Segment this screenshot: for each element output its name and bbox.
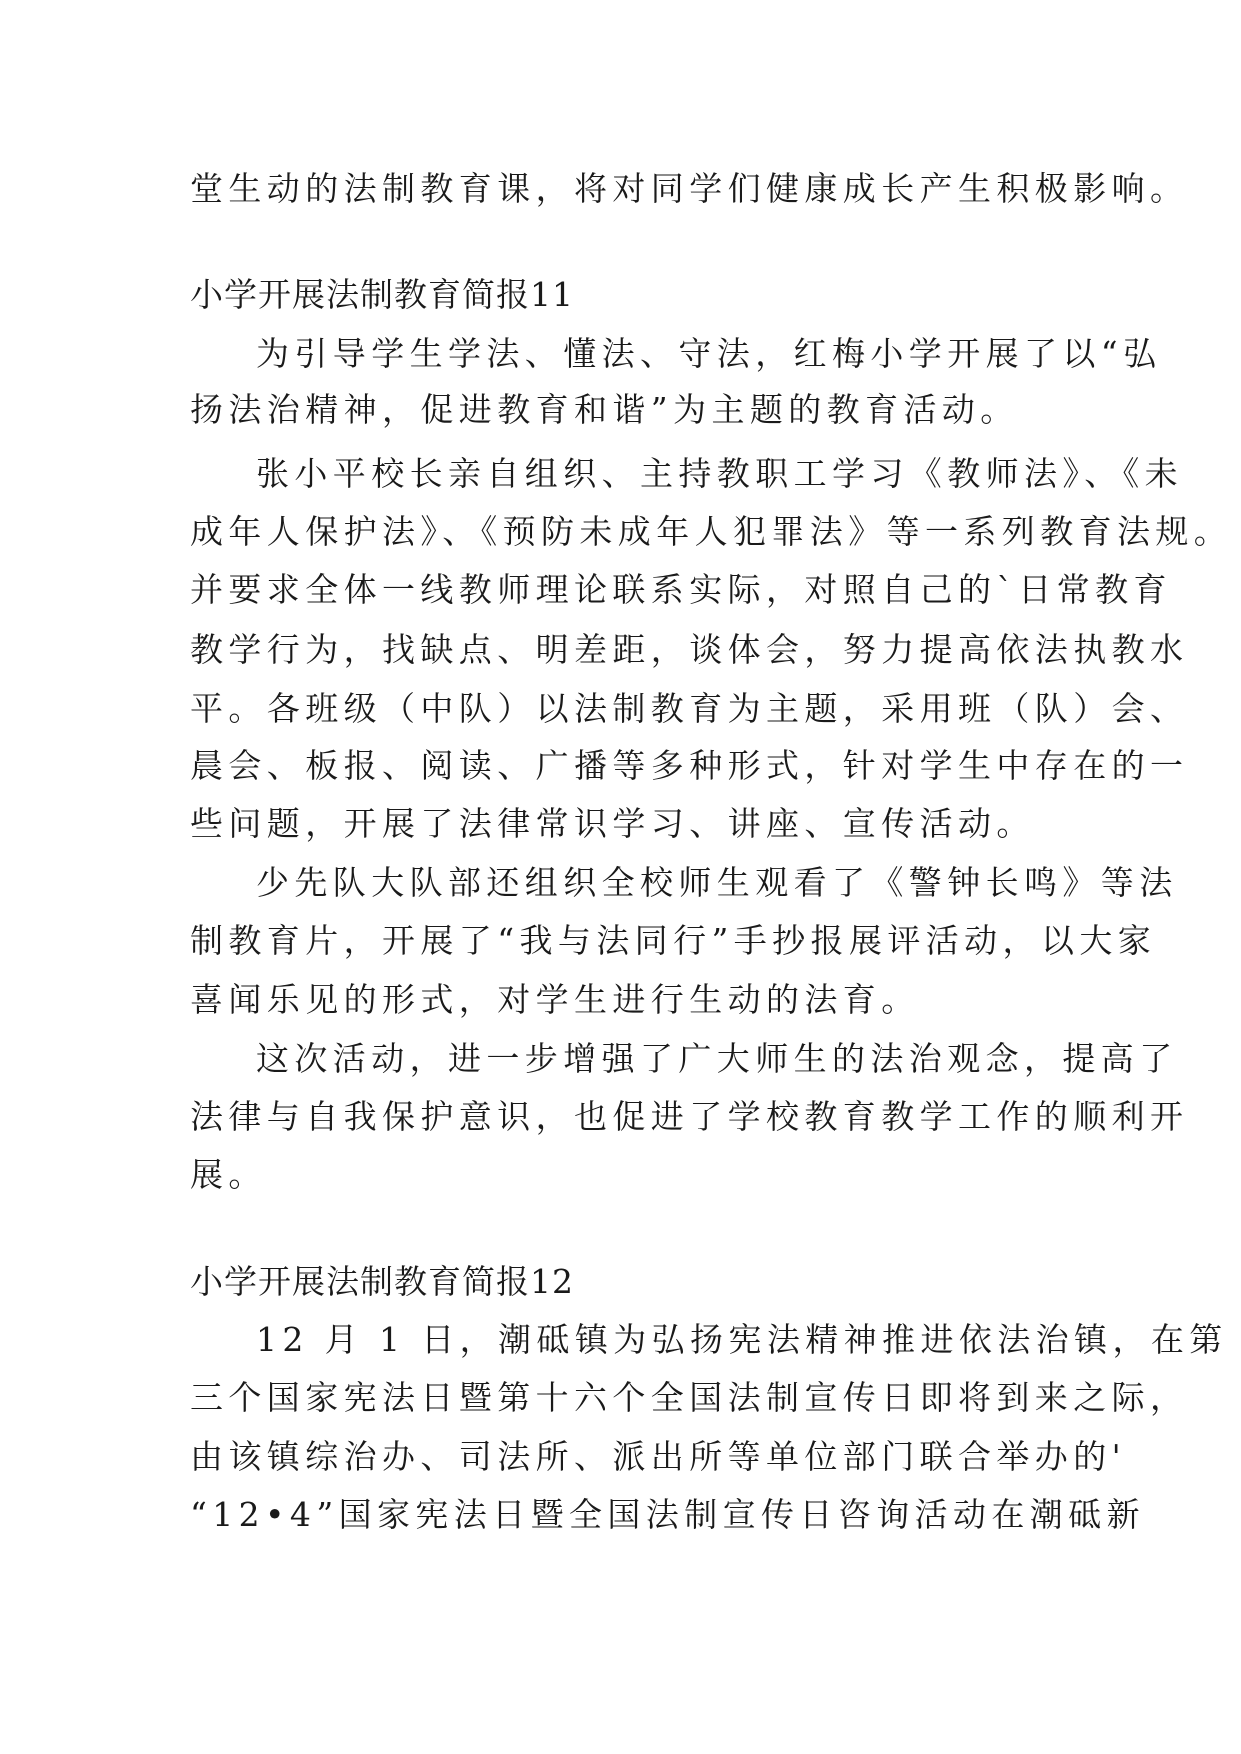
body-line: 成年人保护法》、《预防未成年人犯罪法》等一系列教育法规。 <box>190 512 1233 551</box>
body-line: 些问题，开展了法律常识学习、讲座、宣传活动。 <box>190 804 1035 843</box>
body-line: 教学行为，找缺点、明差距，谈体会，努力提高依法执教水 <box>190 630 1189 669</box>
body-line: 平。各班级（中队）以法制教育为主题，采用班（队）会、 <box>190 689 1189 728</box>
section-heading: 小学开展法制教育简报12 <box>190 1262 574 1301</box>
body-line: 法律与自我保护意识，也促进了学校教育教学工作的顺利开 <box>190 1097 1189 1136</box>
body-line: 晨会、板报、阅读、广播等多种形式，针对学生中存在的一 <box>190 746 1189 785</box>
body-line: 展。 <box>190 1155 267 1194</box>
paragraph-first-line: 张小平校长亲自组织、主持教职工学习《教师法》、《未 <box>256 454 1183 493</box>
paragraph-first-line: 为引导学生学法、懂法、守法，红梅小学开展了以“弘 <box>256 334 1162 373</box>
body-line: 喜闻乐见的形式，对学生进行生动的法育。 <box>190 980 920 1019</box>
body-line: 并要求全体一线教师理论联系实际，对照自己的`日常教育 <box>190 570 1172 609</box>
body-line: 扬法治精神，促进教育和谐”为主题的教育活动。 <box>190 390 1019 429</box>
body-line: “12•4”国家宪法日暨全国法制宣传日咨询活动在潮砥新 <box>190 1495 1145 1534</box>
body-line: 制教育片，开展了“我与法同行”手抄报展评活动，以大家 <box>190 921 1157 960</box>
body-line: 堂生动的法制教育课，将对同学们健康成长产生积极影响。 <box>190 169 1189 208</box>
body-line: 三个国家宪法日暨第十六个全国法制宣传日即将到来之际， <box>190 1378 1189 1417</box>
body-line: 由该镇综治办、司法所、派出所等单位部门联合举办的' <box>190 1437 1127 1476</box>
paragraph-first-line: 12 月 1 日，潮砥镇为弘扬宪法精神推进依法治镇，在第 <box>256 1320 1228 1359</box>
paragraph-first-line: 少先队大队部还组织全校师生观看了《警钟长鸣》等法 <box>256 863 1178 902</box>
paragraph-first-line: 这次活动，进一步增强了广大师生的法治观念，提高了 <box>256 1039 1178 1078</box>
section-heading: 小学开展法制教育简报11 <box>190 275 574 314</box>
